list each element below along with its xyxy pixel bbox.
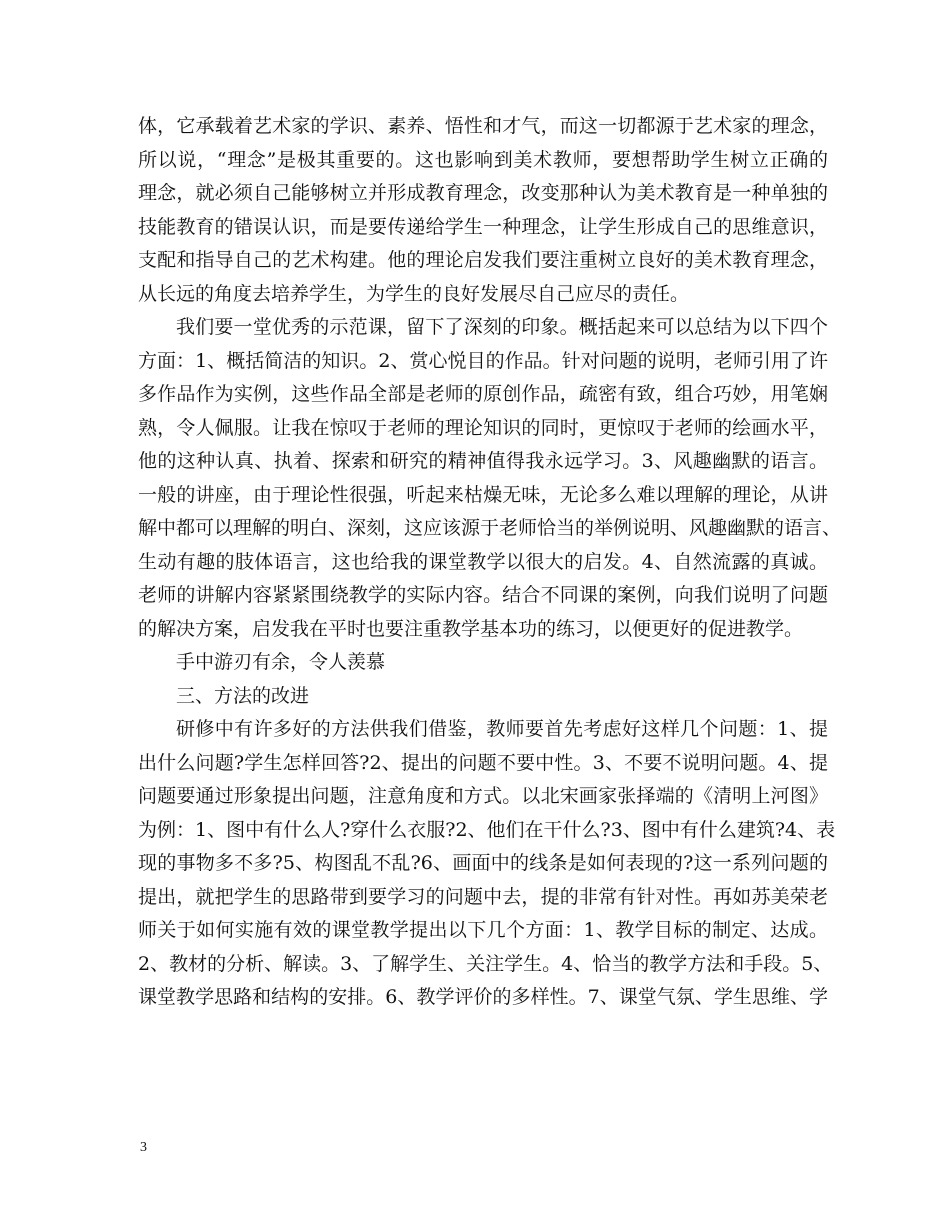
text-line: 从长远的角度去培养学生，为学生的良好发展尽自己应尽的责任。 [138,282,690,305]
text-line: 的解决方案，启发我在平时也要注重教学基本功的练习，以便更好的促进教学。 [138,617,804,640]
text-line: 支配和指导自己的艺术构建。他的理论启发我们要注重树立良好的美术教育理念， [138,249,828,271]
text-line: 师关于如何实施有效的课堂教学提出以下几个方面：1、教学目标的制定、达成。 [138,919,828,941]
text-line: 方面：1、概括简洁的知识。2、赏心悦目的作品。针对问题的说明，老师引用了许 [138,349,828,372]
text-line: 理念，就必须自己能够树立并形成教育理念，改变那种认为美术教育是一种单独的 [138,182,828,204]
text-line: 多作品作为实例，这些作品全部是老师的原创作品，疏密有致，组合巧妙，用笔娴 [138,383,828,405]
text-line: 提出，就把学生的思路带到要学习的问题中去，提的非常有针对性。再如苏美荣老 [138,885,828,908]
text-line: 熟，令人佩服。让我在惊叹于老师的理论知识的同时，更惊叹于老师的绘画水平， [138,416,828,439]
text-line: 他的这种认真、执着、探索和研究的精神值得我永远学习。3、风趣幽默的语言。 [138,450,828,472]
text-line: 现的事物多不多?5、构图乱不乱?6、画面中的线条是如何表现的?这一系列问题的 [138,852,828,874]
page-number: 3 [140,1140,147,1155]
text-line: 解中都可以理解的明白、深刻，这应该源于老师恰当的举例说明、风趣幽默的语言、 [138,517,842,539]
text-line: 手中游刃有余，令人羡慕 [176,651,386,673]
text-line: 问题要通过形象提出问题，注意角度和方式。以北宋画家张择端的《清明上河图》 [138,785,828,807]
text-line: 技能教育的错误认识，而是要传递给学生一种理念，让学生形成自己的思维意识， [138,215,828,238]
text-line: 2、教材的分析、解读。3、了解学生、关注学生。4、恰当的教学方法和手段。5、 [138,952,833,975]
text-line: 课堂教学思路和结构的安排。6、教学评价的多样性。7、课堂气氛、学生思维、学 [138,986,828,1008]
text-line: 为例：1、图中有什么人?穿什么衣服?2、他们在干什么?3、图中有什么建筑?4、表 [138,818,836,841]
text-line: 体，它承载着艺术家的学识、素养、悟性和才气，而这一切都源于艺术家的理念， [138,115,828,137]
text-line: 研修中有许多好的方法供我们借鉴，教师要首先考虑好这样几个问题：1、提 [176,718,828,740]
text-line: 出什么问题?学生怎样回答?2、提出的问题不要中性。3、不要不说明问题。4、提 [138,751,828,774]
text-line: 三、方法的改进 [176,684,310,707]
text-line: 老师的讲解内容紧紧围绕教学的实际内容。结合不同课的案例，向我们说明了问题 [138,584,828,606]
text-line: 一般的讲座，由于理论性很强，听起来枯燥无味，无论多么难以理解的理论，从讲 [138,483,828,506]
text-line: 我们要一堂优秀的示范课，留下了深刻的印象。概括起来可以总结为以下四个 [176,316,828,338]
text-line: 所以说，“理念”是极其重要的。这也影响到美术教师，要想帮助学生树立正确的 [138,148,828,171]
text-line: 生动有趣的肢体语言，这也给我的课堂教学以很大的启发。4、自然流露的真诚。 [138,550,828,573]
document-body [138,110,842,1015]
